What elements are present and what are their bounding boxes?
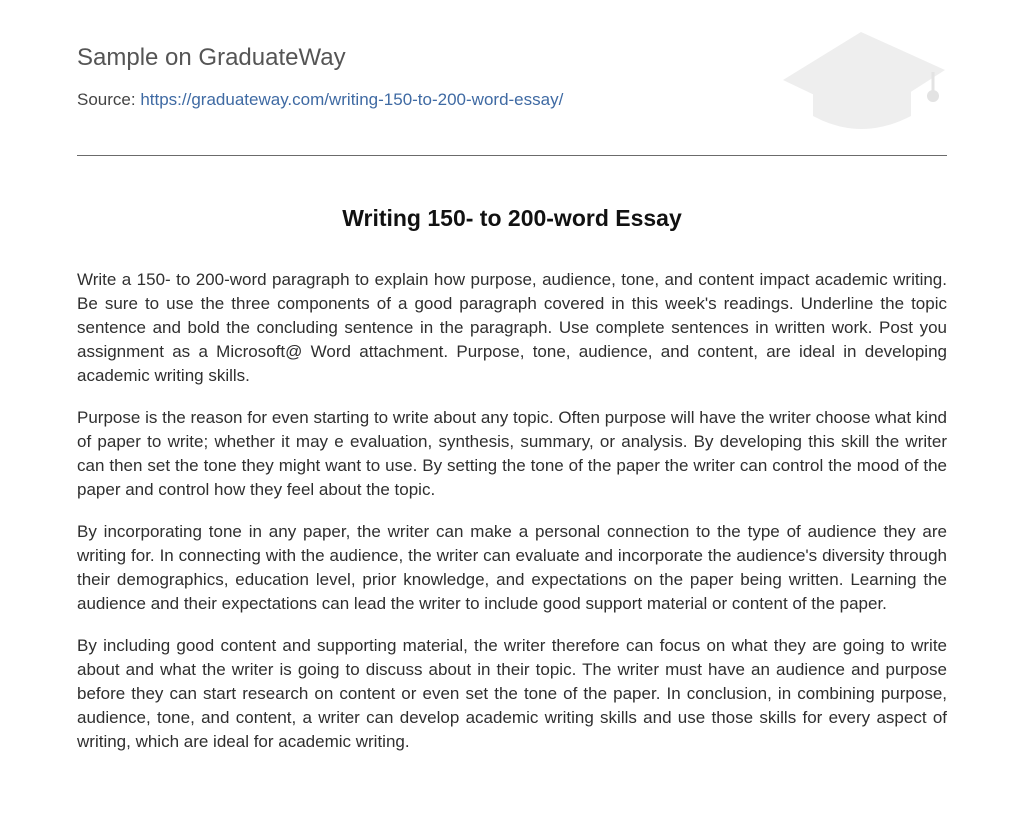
- essay-title: Writing 150- to 200-word Essay: [342, 205, 682, 231]
- site-title: Sample on GraduateWay: [77, 44, 346, 71]
- essay-paragraph: Write a 150- to 200-word paragraph to explain how purpose, audience, tone, and content impact academic writing. Be sure to use the three components of a good paragraph covered in this week's readings. Underline the topic sentence and bold the concluding sentence in the paragraph. Use complete sentences in written work. Post you assignment as a Microsoft@ Word attachment. Purpose, tone, audience, and content, are ideal in developing academic writing skills.: [77, 270, 947, 385]
- header-divider: [77, 155, 947, 156]
- source-label: Source:: [77, 90, 136, 109]
- source-link[interactable]: https://graduateway.com/writing-150-to-200-word-essay/: [140, 90, 564, 109]
- source-line: [77, 90, 563, 110]
- essay-paragraph: Purpose is the reason for even starting to write about any topic. Often purpose will have the writer choose what kind of paper to write; whether it may e evaluation, synthesis, summary, or analysis. By developing this skill the writer can then set the tone they might want to use. By setting the tone of the paper the writer can control the mood of the paper and control how they feel about the topic.: [77, 408, 947, 499]
- page-header: [77, 0, 947, 156]
- graduation-cap-icon: [779, 30, 947, 134]
- essay-paragraph: By including good content and supporting material, the writer therefore can focus on what they are going to write about and what the writer is going to discuss about in their topic. The writer must have an audience and purpose before they can start research on content or even set the tone of the paper. In conclusion, in combining purpose, audience, tone, and content, a writer can develop academic writing skills and use those skills for every aspect of writing, which are ideal for academic writing.: [77, 636, 947, 751]
- essay-body: [77, 268, 947, 772]
- essay-paragraph: By incorporating tone in any paper, the writer can make a personal connection to the type of audience they are writing for. In connecting with the audience, the writer can evaluate and incorporate the audience's diversity through their demographics, education level, prior knowledge, and expectations on the paper being written. Learning the audience and their expectations can lead the writer to include good support material or content of the paper.: [77, 522, 947, 613]
